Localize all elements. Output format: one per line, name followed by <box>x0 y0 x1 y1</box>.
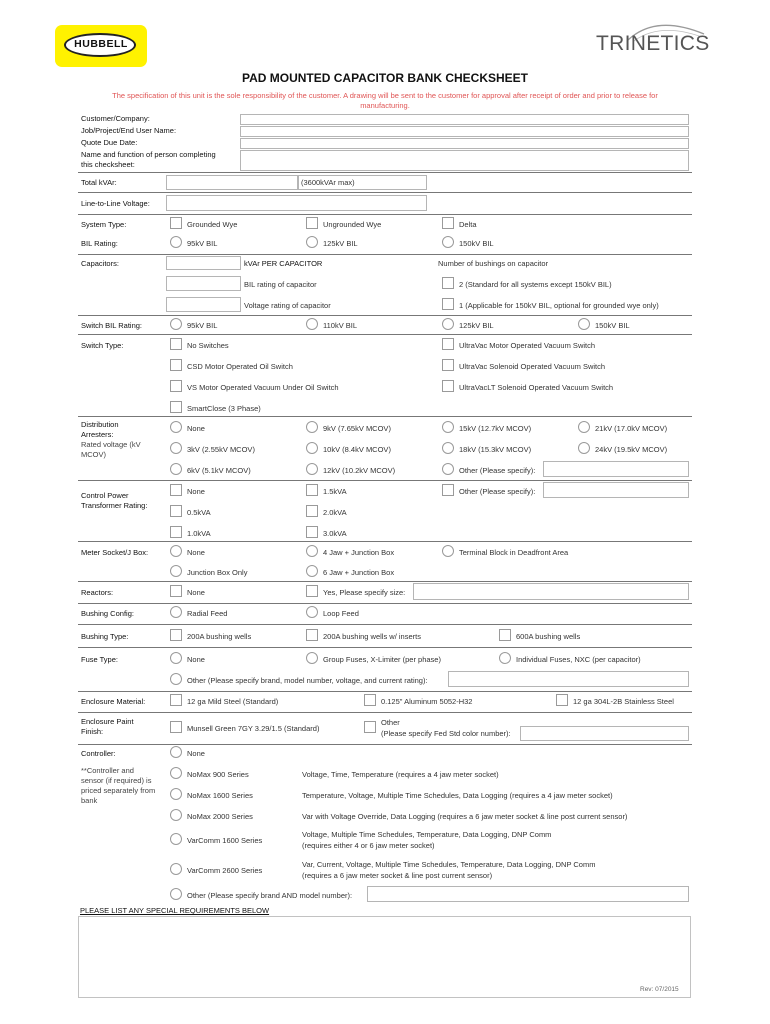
bil-125-radio[interactable] <box>306 236 318 248</box>
uv-solenoid-checkbox[interactable] <box>442 359 454 371</box>
bil-125-label: 125kV BIL <box>323 239 358 248</box>
arrester-9kv-radio[interactable] <box>306 421 318 433</box>
varcomm2600-desc-1: Var, Current, Voltage, Multiple Time Schedules, Temperature, Data Logging, DNP Comm <box>302 860 596 869</box>
divider <box>78 192 692 193</box>
arrester-15kv-radio[interactable] <box>442 421 454 433</box>
radial-feed-radio[interactable] <box>170 606 182 618</box>
job-name-field[interactable] <box>240 126 689 137</box>
enclosure-material-label: Enclosure Material: <box>81 697 146 706</box>
aluminum-checkbox[interactable] <box>364 694 376 706</box>
special-requirements-heading: PLEASE LIST ANY SPECIAL REQUIREMENTS BELOW <box>80 906 270 915</box>
arrester-15kv-label: 15kV (12.7kV MCOV) <box>459 424 532 433</box>
arrester-none-radio[interactable] <box>170 421 182 433</box>
csd-label: CSD Motor Operated Oil Switch <box>187 362 293 371</box>
bw600-label: 600A bushing wells <box>516 632 581 641</box>
customer-company-field[interactable] <box>240 114 689 125</box>
ungrounded-wye-checkbox[interactable] <box>306 217 318 229</box>
arrester-6kv-label: 6kV (5.1kV MCOV) <box>187 466 251 475</box>
nomax2000-radio[interactable] <box>170 809 182 821</box>
bw200i-label: 200A bushing wells w/ inserts <box>323 632 421 641</box>
switch-bil-95-label: 95kV BIL <box>187 321 218 330</box>
uvlt-checkbox[interactable] <box>442 380 454 392</box>
switch-bil-95-radio[interactable] <box>170 318 182 330</box>
divider <box>78 581 692 582</box>
bil-rating-label: BIL Rating: <box>81 239 118 248</box>
paint-other-checkbox[interactable] <box>364 721 376 733</box>
paint-color-field[interactable] <box>520 726 689 741</box>
person-field[interactable] <box>240 150 689 171</box>
arrester-10kv-label: 10kV (8.4kV MCOV) <box>323 445 391 454</box>
meter-6jaw-radio[interactable] <box>306 565 318 577</box>
meter-none-radio[interactable] <box>170 545 182 557</box>
controller-other-field[interactable] <box>367 886 689 902</box>
meter-jbox-label: Junction Box Only <box>187 568 248 577</box>
controller-none-radio[interactable] <box>170 746 182 758</box>
cpt-20-label: 2.0kVA <box>323 508 347 517</box>
nomax2000-label: NoMax 2000 Series <box>187 812 253 821</box>
paint-other-label-2: (Please specify Fed Std color number): <box>381 729 511 738</box>
nomax900-desc: Voltage, Time, Temperature (requires a 4 jaw meter socket) <box>302 770 499 779</box>
controller-note-3: priced separately from <box>81 786 156 795</box>
arrester-24kv-radio[interactable] <box>578 442 590 454</box>
line-voltage-label: Line-to-Line Voltage: <box>81 199 150 208</box>
arrester-9kv-label: 9kV (7.65kV MCOV) <box>323 424 391 433</box>
arrester-18kv-radio[interactable] <box>442 442 454 454</box>
nomax1600-radio[interactable] <box>170 788 182 800</box>
nomax2000-desc: Var with Voltage Override, Data Logging (requires a 6 jaw meter socket & line post current sensor) <box>302 812 628 821</box>
vs-label: VS Motor Operated Vacuum Under Oil Switch <box>187 383 339 392</box>
controller-none-label: None <box>187 749 205 758</box>
total-kvar-label: Total kVAr: <box>81 178 117 187</box>
arrester-3kv-label: 3kV (2.55kV MCOV) <box>187 445 255 454</box>
bushings-heading: Number of bushings on capacitor <box>438 259 549 268</box>
cpt-none-label: None <box>187 487 205 496</box>
reactors-yes-checkbox[interactable] <box>306 585 318 597</box>
reactors-none-checkbox[interactable] <box>170 585 182 597</box>
varcomm1600-desc-1: Voltage, Multiple Time Schedules, Temperature, Data Logging, DNP Comm <box>302 830 552 839</box>
switch-type-label: Switch Type: <box>81 341 124 350</box>
bushings-1-checkbox[interactable] <box>442 298 454 310</box>
meter-none-label: None <box>187 548 205 557</box>
divider <box>78 647 692 648</box>
arrester-3kv-radio[interactable] <box>170 442 182 454</box>
ungrounded-wye-label: Ungrounded Wye <box>323 220 382 229</box>
csd-checkbox[interactable] <box>170 359 182 371</box>
paint-other-label-1: Other <box>381 718 400 727</box>
customer-company-label: Customer/Company: <box>81 114 150 123</box>
mild-steel-label: 12 ga Mild Steel (Standard) <box>187 697 279 706</box>
hubbell-wordmark: HUBBELL <box>74 38 128 50</box>
varcomm1600-radio[interactable] <box>170 833 182 845</box>
cpt-30-label: 3.0kVA <box>323 529 347 538</box>
person-label-line1: Name and function of person completing <box>81 150 216 159</box>
bushings-2-checkbox[interactable] <box>442 277 454 289</box>
grounded-wye-checkbox[interactable] <box>170 217 182 229</box>
mild-steel-checkbox[interactable] <box>170 694 182 706</box>
meter-6jaw-label: 6 Jaw + Junction Box <box>323 568 395 577</box>
arresters-label-1: Distribution <box>81 420 119 429</box>
bw200i-checkbox[interactable] <box>306 629 318 641</box>
arrester-none-label: None <box>187 424 205 433</box>
arrester-other-field[interactable] <box>543 461 689 477</box>
divider <box>78 712 692 713</box>
loop-feed-label: Loop Feed <box>323 609 359 618</box>
trinetics-wordmark: TRINETICS <box>596 32 710 55</box>
arrester-other-label: Other (Please specify): <box>459 466 536 475</box>
radial-feed-label: Radial Feed <box>187 609 228 618</box>
divider <box>78 480 692 481</box>
bushings-2-label: 2 (Standard for all systems except 150kV BIL) <box>459 280 612 289</box>
kvar-per-capacitor-label: kVAr PER CAPACITOR <box>244 259 323 268</box>
cpt-05-checkbox[interactable] <box>170 505 182 517</box>
bushing-type-label: Bushing Type: <box>81 632 129 641</box>
smartclose-label: SmartClose (3 Phase) <box>187 404 261 413</box>
quote-due-label: Quote Due Date: <box>81 138 138 147</box>
trinetics-logo <box>596 20 716 60</box>
divider <box>78 172 692 173</box>
switch-bil-label: Switch BIL Rating: <box>81 321 142 330</box>
vs-checkbox[interactable] <box>170 380 182 392</box>
grounded-wye-label: Grounded Wye <box>187 220 238 229</box>
paint-label-2: Finish: <box>81 727 104 736</box>
meter-label: Meter Socket/J Box: <box>81 548 149 557</box>
controller-note-1: **Controller and <box>81 766 134 775</box>
controller-note-4: bank <box>81 796 98 805</box>
uv-solenoid-label: UltraVac Solenoid Operated Vacuum Switch <box>459 362 606 371</box>
bw200-label: 200A bushing wells <box>187 632 252 641</box>
aluminum-label: 0.125" Aluminum 5052-H32 <box>381 697 473 706</box>
hubbell-logo <box>55 25 147 67</box>
cpt-10-checkbox[interactable] <box>170 526 182 538</box>
reactors-size-field[interactable] <box>413 583 689 600</box>
no-switches-checkbox[interactable] <box>170 338 182 350</box>
controller-other-label: Other (Please specify brand AND model number): <box>187 891 353 900</box>
arrester-12kv-radio[interactable] <box>306 463 318 475</box>
bil-150-radio[interactable] <box>442 236 454 248</box>
arresters-label-4: MCOV) <box>81 450 106 459</box>
uv-motor-checkbox[interactable] <box>442 338 454 350</box>
spec-note-line1: The specification of this unit is the sole responsibility of the customer. A drawing will be sent to the customer for approval after receipt of order and prior to release for <box>112 91 658 100</box>
cpt-05-label: 0.5kVA <box>187 508 211 517</box>
arrester-24kv-label: 24kV (19.5kV MCOV) <box>595 445 668 454</box>
munsell-label: Munsell Green 7GY 3.29/1.5 (Standard) <box>187 724 320 733</box>
fuse-none-radio[interactable] <box>170 652 182 664</box>
switch-bil-125-label: 125kV BIL <box>459 321 494 330</box>
reactors-yes-label: Yes, Please specify size: <box>323 588 406 597</box>
delta-checkbox[interactable] <box>442 217 454 229</box>
divider <box>78 603 692 604</box>
uvlt-label: UltraVacLT Solenoid Operated Vacuum Switch <box>459 383 614 392</box>
munsell-checkbox[interactable] <box>170 721 182 733</box>
meter-terminal-label: Terminal Block in Deadfront Area <box>459 548 569 557</box>
fuse-group-label: Group Fuses, X-Limiter (per phase) <box>323 655 441 664</box>
varcomm2600-desc-2: (requires a 6 jaw meter socket & line post current sensor) <box>302 871 493 880</box>
quote-due-field[interactable] <box>240 138 689 149</box>
uv-motor-label: UltraVac Motor Operated Vacuum Switch <box>459 341 596 350</box>
reactors-none-label: None <box>187 588 205 597</box>
capacitor-bil-label: BIL rating of capacitor <box>244 280 317 289</box>
cpt-other-checkbox[interactable] <box>442 484 454 496</box>
line-voltage-field[interactable] <box>166 195 427 211</box>
kvar-per-capacitor-field[interactable] <box>166 256 241 270</box>
arrester-10kv-radio[interactable] <box>306 442 318 454</box>
arrester-21kv-label: 21kV (17.0kV MCOV) <box>595 424 668 433</box>
divider <box>78 334 692 335</box>
spec-note-line2: manufacturing. <box>360 101 410 110</box>
fuse-other-label: Other (Please specify brand, model number, voltage, and current rating): <box>187 676 428 685</box>
nomax1600-desc: Temperature, Voltage, Multiple Time Schedules, Data Logging (requires a 4 jaw meter socket) <box>302 791 613 800</box>
nomax900-radio[interactable] <box>170 767 182 779</box>
stainless-checkbox[interactable] <box>556 694 568 706</box>
loop-feed-radio[interactable] <box>306 606 318 618</box>
cpt-30-checkbox[interactable] <box>306 526 318 538</box>
cpt-none-checkbox[interactable] <box>170 484 182 496</box>
arrester-21kv-radio[interactable] <box>578 421 590 433</box>
switch-bil-110-label: 110kV BIL <box>323 321 358 330</box>
meter-4jaw-radio[interactable] <box>306 545 318 557</box>
person-label-line2: this checksheet: <box>81 160 135 169</box>
capacitor-bil-field[interactable] <box>166 276 241 291</box>
divider <box>78 624 692 625</box>
arrester-12kv-label: 12kV (10.2kV MCOV) <box>323 466 396 475</box>
job-name-label: Job/Project/End User Name: <box>81 126 177 135</box>
bushing-config-label: Bushing Config: <box>81 609 134 618</box>
cpt-15-label: 1.5kVA <box>323 487 347 496</box>
arrester-6kv-radio[interactable] <box>170 463 182 475</box>
varcomm2600-label: VarComm 2600 Series <box>187 866 263 875</box>
nomax1600-label: NoMax 1600 Series <box>187 791 253 800</box>
controller-note-2: sensor (if required) is <box>81 776 152 785</box>
divider <box>78 254 692 255</box>
switch-bil-125-radio[interactable] <box>442 318 454 330</box>
bil-95-label: 95kV BIL <box>187 239 218 248</box>
switch-bil-110-radio[interactable] <box>306 318 318 330</box>
arresters-label-2: Arresters: <box>81 430 114 439</box>
divider <box>78 315 692 316</box>
divider <box>78 214 692 215</box>
bw600-checkbox[interactable] <box>499 629 511 641</box>
fuse-individual-radio[interactable] <box>499 652 511 664</box>
fuse-none-label: None <box>187 655 205 664</box>
divider <box>78 744 692 745</box>
total-kvar-max: (3600kVAr max) <box>301 178 355 187</box>
switch-bil-150-label: 150kV BIL <box>595 321 630 330</box>
total-kvar-field[interactable] <box>166 175 298 190</box>
no-switches-label: No Switches <box>187 341 229 350</box>
page-title: PAD MOUNTED CAPACITOR BANK CHECKSHEET <box>241 71 528 85</box>
capacitor-voltage-label: Voltage rating of capacitor <box>244 301 331 310</box>
meter-terminal-radio[interactable] <box>442 545 454 557</box>
arrester-18kv-label: 18kV (15.3kV MCOV) <box>459 445 532 454</box>
smartclose-checkbox[interactable] <box>170 401 182 413</box>
controller-label: Controller: <box>81 749 116 758</box>
divider <box>78 691 692 692</box>
fuse-individual-label: Individual Fuses, NXC (per capacitor) <box>516 655 641 664</box>
cpt-label-1: Control Power <box>81 491 129 500</box>
cpt-15-checkbox[interactable] <box>306 484 318 496</box>
special-requirements-field[interactable] <box>78 916 691 998</box>
system-type-label: System Type: <box>81 220 127 229</box>
controller-other-radio[interactable] <box>170 888 182 900</box>
bw200-checkbox[interactable] <box>170 629 182 641</box>
paint-label-1: Enclosure Paint <box>81 717 134 726</box>
reactors-label: Reactors: <box>81 588 114 597</box>
meter-4jaw-label: 4 Jaw + Junction Box <box>323 548 395 557</box>
bil-95-radio[interactable] <box>170 236 182 248</box>
arrester-other-radio[interactable] <box>442 463 454 475</box>
bil-150-label: 150kV BIL <box>459 239 494 248</box>
capacitors-label: Capacitors: <box>81 259 119 268</box>
stainless-label: 12 ga 304L-2B Stainless Steel <box>573 697 674 706</box>
fuse-group-radio[interactable] <box>306 652 318 664</box>
switch-bil-150-radio[interactable] <box>578 318 590 330</box>
divider <box>78 416 692 417</box>
varcomm1600-desc-2: (requires either 4 or 6 jaw meter socket) <box>302 841 435 850</box>
fuse-other-radio[interactable] <box>170 673 182 685</box>
bushings-1-label: 1 (Applicable for 150kV BIL, optional for grounded wye only) <box>459 301 659 310</box>
fuse-other-field[interactable] <box>448 671 689 687</box>
cpt-other-field[interactable] <box>543 482 689 498</box>
cpt-other-label: Other (Please specify): <box>459 487 536 496</box>
revision-label: Rev: 07/2015 <box>640 986 679 993</box>
meter-jbox-radio[interactable] <box>170 565 182 577</box>
cpt-20-checkbox[interactable] <box>306 505 318 517</box>
capacitor-voltage-field[interactable] <box>166 297 241 312</box>
fuse-type-label: Fuse Type: <box>81 655 118 664</box>
arresters-label-3: Rated voltage (kV <box>81 440 141 449</box>
nomax900-label: NoMax 900 Series <box>187 770 249 779</box>
varcomm1600-label: VarComm 1600 Series <box>187 836 263 845</box>
delta-label: Delta <box>459 220 477 229</box>
varcomm2600-radio[interactable] <box>170 863 182 875</box>
cpt-10-label: 1.0kVA <box>187 529 211 538</box>
divider <box>78 541 692 542</box>
cpt-label-2: Transformer Rating: <box>81 501 148 510</box>
